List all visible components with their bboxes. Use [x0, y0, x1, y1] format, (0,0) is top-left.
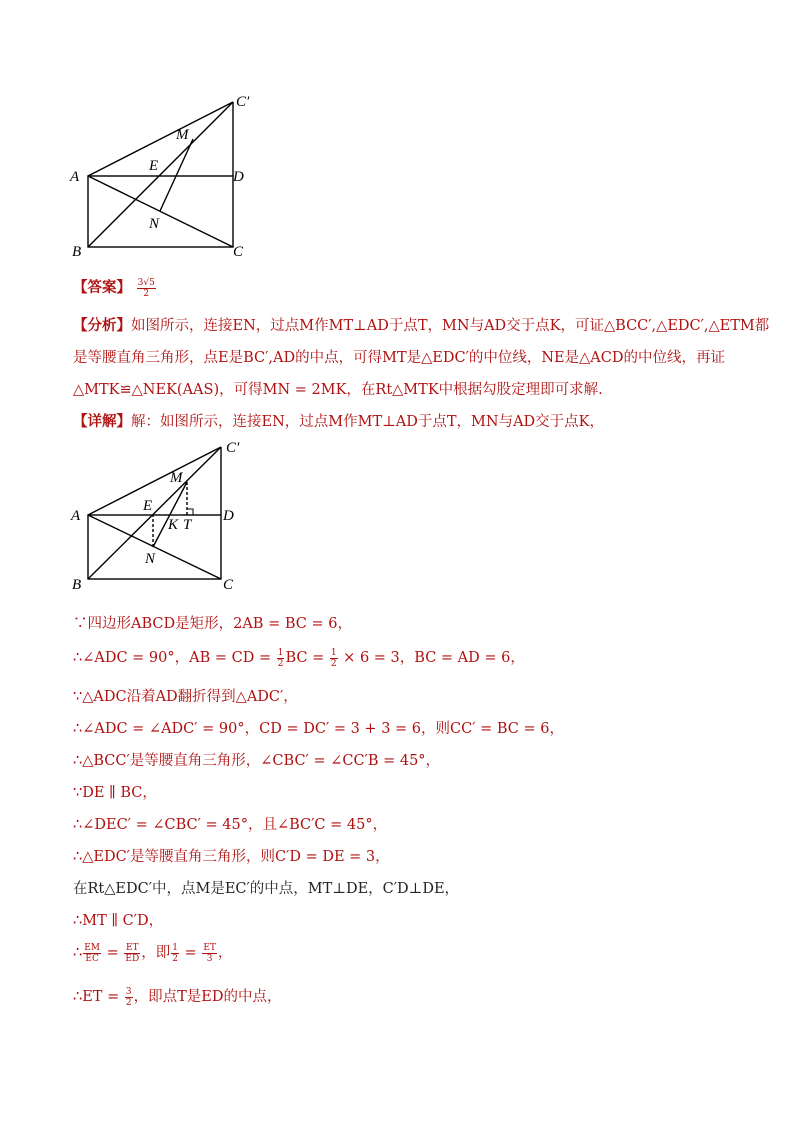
- answer-fraction: [137, 278, 156, 299]
- step-2-pre: ∴∠ADC = 90°，AB = CD =: [73, 650, 276, 666]
- step-11-mid: ，即: [141, 945, 171, 961]
- step-6: ∵DE ∥ BC，: [73, 785, 157, 801]
- analysis-line-1: [73, 314, 769, 335]
- label-a: A: [70, 169, 80, 185]
- fraction-half-1: [277, 648, 285, 669]
- step-5: ∴△BCC′是等腰直角三角形，∠CBC′ = ∠CC′B = 45°，: [73, 753, 441, 769]
- label-m: M: [176, 127, 189, 143]
- fraction-em-ec: [83, 943, 101, 964]
- step-3: ∵△ADC沿着AD翻折得到△ADC′，: [73, 689, 298, 705]
- segment-mn: [160, 139, 193, 211]
- answer-numerator: 3√5: [137, 277, 155, 288]
- fraction-num: ET: [203, 942, 216, 953]
- step-11: [73, 941, 232, 964]
- label-n: N: [149, 216, 160, 232]
- step-2-post: × 6 = 3，BC = AD = 6，: [338, 650, 525, 666]
- fraction-den: 2: [330, 658, 337, 669]
- detail-intro: 解：如图所示，连接EN，过点M作MT⊥AD于点T，MN与AD交于点K，: [131, 414, 605, 430]
- segment-bc-prime: [88, 102, 233, 247]
- answer-denominator: 2: [143, 288, 150, 299]
- step-12-post: ，即点T是ED的中点，: [133, 989, 282, 1005]
- label-c-prime: C′: [226, 440, 240, 456]
- answer-tag: 【答案】: [73, 279, 131, 296]
- fraction-den: 2: [125, 997, 132, 1008]
- analysis-tag: 【分析】: [73, 317, 131, 334]
- right-angle-mark: [187, 509, 193, 515]
- step-8: ∴△EDC′是等腰直角三角形，则C′D = DE = 3，: [73, 849, 390, 865]
- step-7: ∴∠DEC′ = ∠CBC′ = 45°，且∠BC′C = 45°，: [73, 817, 388, 833]
- fraction-three-halves: [125, 987, 133, 1008]
- segment-ac: [88, 515, 221, 579]
- fraction-num: 1: [330, 647, 337, 658]
- fraction-den: 2: [277, 658, 284, 669]
- label-c: C: [223, 577, 234, 593]
- label-n: N: [145, 551, 156, 567]
- geometry-figure-1: [60, 90, 270, 265]
- label-k: K: [168, 517, 179, 533]
- label-b: B: [72, 577, 82, 593]
- step-9: 在Rt△EDC′中，点M是EC′的中点，MT⊥DE，C′D⊥DE，: [73, 881, 460, 897]
- analysis-text-1: 如图所示，连接EN，过点M作MT⊥AD于点T，MN与AD交于点K，可证△BCC′,△EDC′,△ETM都: [131, 318, 770, 334]
- segment-ac: [88, 176, 233, 247]
- fraction-den: EC: [85, 953, 99, 964]
- label-a: A: [71, 508, 81, 524]
- step-10: ∴MT ∥ C′D，: [73, 913, 164, 929]
- step-12-pre: ∴ET =: [73, 989, 124, 1005]
- label-d: D: [233, 169, 244, 185]
- step-2: [73, 646, 525, 669]
- fraction-num: ET: [126, 942, 139, 953]
- label-m: M: [170, 470, 183, 486]
- fraction-den: ED: [125, 953, 140, 964]
- label-t: T: [183, 517, 192, 533]
- step-11-pre: ∴: [73, 945, 83, 961]
- step-12: [73, 985, 281, 1008]
- fraction-num: EM: [84, 942, 101, 953]
- segment-ac-prime: [88, 447, 221, 515]
- fraction-den: 3: [206, 953, 213, 964]
- step-11-eq: =: [102, 945, 124, 961]
- fraction-et-3: [202, 943, 217, 964]
- fraction-half-2: [330, 648, 338, 669]
- label-e: E: [143, 498, 153, 514]
- segment-ac-prime: [88, 102, 233, 176]
- fraction-half: [171, 943, 179, 964]
- step-2-mid: BC =: [285, 650, 329, 666]
- fraction-num: 1: [277, 647, 284, 658]
- fraction-num: 3: [125, 986, 132, 997]
- geometry-figure-2: [60, 432, 270, 602]
- fraction-num: 1: [172, 942, 178, 953]
- label-e: E: [149, 158, 159, 174]
- detail-intro-line: [73, 410, 604, 431]
- label-b: B: [72, 244, 82, 260]
- detail-tag: 【详解】: [73, 413, 131, 430]
- label-d: D: [223, 508, 234, 524]
- fraction-et-ed: [124, 943, 140, 964]
- fraction-den: 2: [172, 953, 178, 964]
- step-11-eq2: =: [179, 945, 202, 961]
- step-11-post: ，: [217, 945, 233, 961]
- step-1: ∵四边形ABCD是矩形，2AB = BC = 6，: [73, 616, 352, 632]
- answer-line: [73, 276, 157, 299]
- analysis-line-3: △MTK≌△NEK(AAS)，可得MN = 2MK，在Rt△MTK中根据勾股定理即可求解.: [73, 382, 603, 398]
- step-4: ∴∠ADC = ∠ADC′ = 90°，CD = DC′ = 3 + 3 = 6，则CC′ = BC = 6，: [73, 721, 564, 737]
- label-c: C: [233, 244, 244, 260]
- label-c-prime: C′: [236, 94, 250, 110]
- analysis-line-2: 是等腰直角三角形，点E是BC′,AD的中点，可得MT是△EDC′的中位线，NE是△ACD的中位线，再证: [73, 350, 725, 366]
